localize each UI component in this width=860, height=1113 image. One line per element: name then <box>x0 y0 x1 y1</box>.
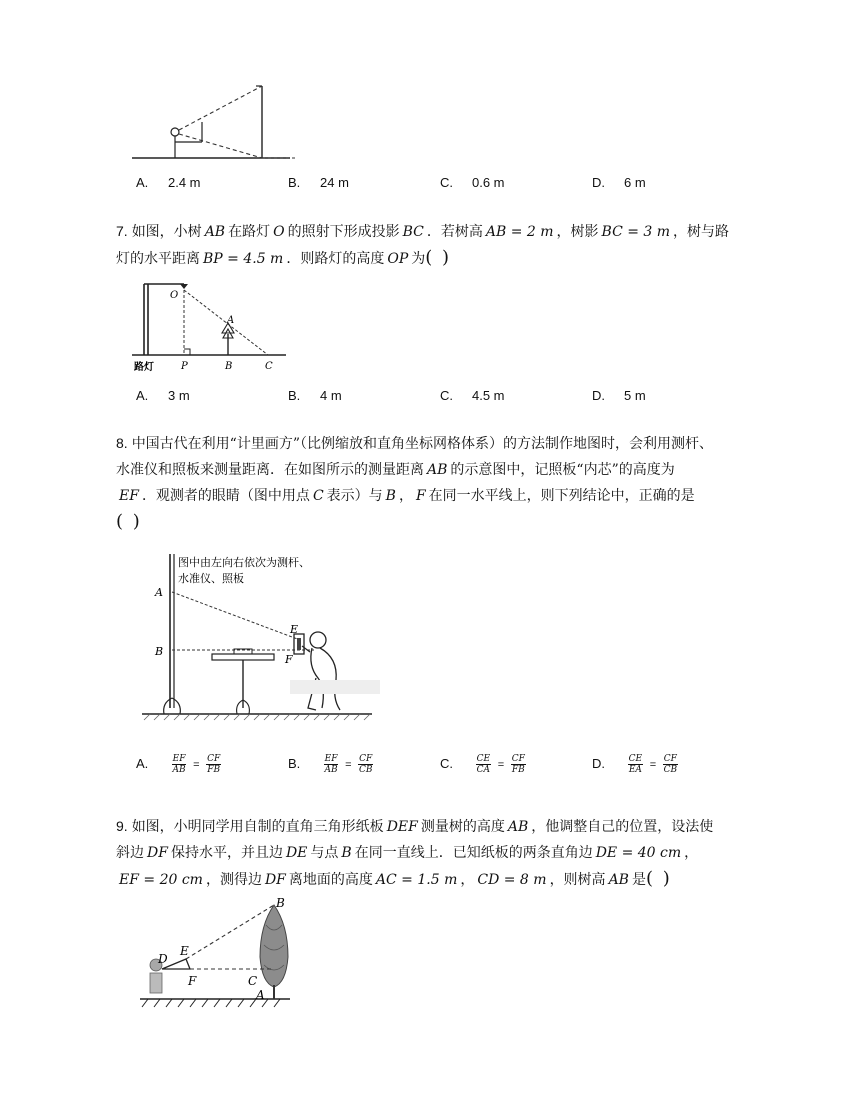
q7-line-2 <box>116 245 756 272</box>
q9-line-3 <box>116 866 756 893</box>
q6-options <box>136 175 756 197</box>
q8-line-4 <box>116 509 756 536</box>
q9-stem <box>116 813 756 893</box>
text-run: ， <box>460 872 475 888</box>
text-run: 离地面的高度 <box>288 872 373 888</box>
text-run: 中国古代在利用“计里画方”（比例缩放和直角坐标网格体系）的方法制作地图时，会利用测杆、 <box>131 436 713 452</box>
text-run: 斜边 <box>116 845 144 861</box>
text-run: ．则路灯的高度 <box>286 251 385 267</box>
text-run: ，树与路 <box>673 224 730 240</box>
math-term: O <box>273 224 285 240</box>
math-term: DEF <box>386 819 418 835</box>
q9-answer-paren[interactable]: ( ) <box>645 868 672 889</box>
q7-option-d[interactable]: D. 5 m <box>592 388 646 403</box>
math-term: BC <box>402 224 424 240</box>
text-run: ， <box>684 845 699 861</box>
q8-stem <box>116 430 756 536</box>
math-term: EF <box>119 488 139 504</box>
text-run: ．若树高 <box>426 224 483 240</box>
text-run: ，测得边 <box>205 872 262 888</box>
q7-answer-paren[interactable]: ( ) <box>425 247 452 268</box>
q7-label-p: P <box>181 361 188 372</box>
math-term: F <box>415 488 426 504</box>
q8-option-d[interactable]: D. $\frac{CE}{EA}$ = $\frac{CF}{CB}$ <box>592 754 678 775</box>
q8-option-b-rhs: $\frac{CF}{CB}$ <box>358 754 373 775</box>
text-run: 表示）与 <box>326 488 383 504</box>
math-term: BP = 4.5 m <box>203 251 284 267</box>
text-run: ，则树高 <box>549 872 606 888</box>
q8-option-d-rhs: $\frac{CF}{CB}$ <box>663 754 678 775</box>
q9-line-1 <box>116 813 756 840</box>
text-run: 与点 <box>310 845 339 861</box>
text-run: 在路灯 <box>228 224 271 240</box>
q7-option-c[interactable]: C. 4.5 m <box>440 388 505 403</box>
q9-label-c: C <box>248 974 258 988</box>
q9-label-e: E <box>180 944 189 958</box>
math-term: DE = 40 cm <box>595 845 682 861</box>
q9-label-a: A <box>256 988 265 1002</box>
text-run: ．观测者的眼睛（图中用点 <box>141 488 310 504</box>
q7-number: 7. <box>116 223 128 239</box>
q8-caption-2: 水准仪、照板 <box>178 572 244 585</box>
q7-stem <box>116 218 756 272</box>
q9-label-f: F <box>188 974 197 988</box>
q6-option-d[interactable]: D. 6 m <box>592 175 646 190</box>
text-run: 水准仪和照板来测量距离．在如图所示的测量距离 <box>116 462 424 478</box>
q6-option-c[interactable]: C. 0.6 m <box>440 175 505 190</box>
q8-line-2 <box>116 457 756 483</box>
q8-label-a: A <box>155 586 163 599</box>
text-run: 在同一直线上．已知纸板的两条直角边 <box>354 845 593 861</box>
q8-caption-1: 图中由左向右依次为测杆、 <box>178 556 310 569</box>
q9-figure <box>136 895 296 1013</box>
q9-line-2 <box>116 840 756 866</box>
q7-option-b[interactable]: B. 4 m <box>288 388 342 403</box>
text-run: 测量树的高度 <box>420 819 505 835</box>
math-term: AC = 1.5 m <box>375 872 458 888</box>
q8-option-b[interactable]: B. $\frac{EF}{AB}$ = $\frac{CF}{CB}$ <box>288 754 373 775</box>
text-run: 为 <box>411 251 426 267</box>
text-run: 的照射下形成投影 <box>287 224 400 240</box>
math-term: AB <box>427 462 448 478</box>
q7-options <box>136 388 756 410</box>
math-term: EF = 20 cm <box>119 872 203 888</box>
q8-label-f: F <box>285 653 293 666</box>
math-term: OP <box>387 251 409 267</box>
q8-options <box>136 754 756 782</box>
q8-option-c-rhs: $\frac{CF}{FB}$ <box>511 754 525 775</box>
math-term: CD = 8 m <box>477 872 547 888</box>
math-term: BC = 3 m <box>601 224 671 240</box>
q8-number: 8. <box>116 435 128 451</box>
q8-line-3 <box>116 483 756 509</box>
q7-label-lamp: 路灯 <box>134 362 154 373</box>
q8-option-d-lhs: $\frac{CE}{EA}$ <box>628 754 643 775</box>
math-term: AB <box>608 872 629 888</box>
q8-answer-paren[interactable]: ( ) <box>116 511 142 532</box>
math-term: AB <box>204 224 226 240</box>
math-term: DE <box>285 845 308 861</box>
q8-option-a[interactable]: A. $\frac{EF}{AB}$ = $\frac{CF}{FB}$ <box>136 754 221 775</box>
q9-label-d: D <box>158 952 168 966</box>
q8-option-a-lhs: $\frac{EF}{AB}$ <box>172 754 186 775</box>
q6-option-b[interactable]: B. 24 m <box>288 175 349 190</box>
q7-figure <box>128 278 290 374</box>
q7-label-o: O <box>170 290 179 301</box>
text-run: ， <box>398 488 413 504</box>
math-term: DF <box>264 872 286 888</box>
q7-label-a: A <box>227 315 235 326</box>
q7-line-1 <box>116 218 756 245</box>
math-term: DF <box>147 845 168 861</box>
text-run: 的示意图中，记照板“内芯”的高度为 <box>450 462 675 478</box>
q8-label-e: E <box>290 623 299 636</box>
math-term: AB = 2 m <box>485 224 554 240</box>
q8-option-b-lhs: $\frac{EF}{AB}$ <box>324 754 338 775</box>
q6-option-a[interactable]: A. 2.4 m <box>136 175 201 190</box>
q8-option-c[interactable]: C. $\frac{CE}{CA}$ = $\frac{CF}{FB}$ <box>440 754 525 775</box>
q8-option-c-lhs: $\frac{CE}{CA}$ <box>476 754 491 775</box>
q8-figure <box>140 548 385 728</box>
text-run: ，他调整自己的位置，设法使 <box>531 819 714 835</box>
text-run: 如图，小明同学用自制的直角三角形纸板 <box>131 819 384 835</box>
q9-number: 9. <box>116 818 128 834</box>
q7-label-b: B <box>225 361 233 372</box>
math-term: B <box>385 488 396 504</box>
q8-label-b: B <box>155 645 164 658</box>
q6-figure <box>130 82 300 164</box>
text-run: 如图，小树 <box>131 224 202 240</box>
text-run: ，树影 <box>556 224 599 240</box>
text-run: 灯的水平距离 <box>116 251 200 267</box>
q7-option-a[interactable]: A. 3 m <box>136 388 190 403</box>
q7-label-c: C <box>265 361 273 372</box>
math-term: B <box>341 845 352 861</box>
text-run: 保持水平，并且边 <box>170 845 283 861</box>
math-term: C <box>312 488 324 504</box>
math-term: AB <box>507 819 529 835</box>
text-run: 在同一水平线上，则下列结论中，正确的是 <box>428 488 695 504</box>
q8-option-a-rhs: $\frac{CF}{FB}$ <box>207 754 221 775</box>
q8-line-1 <box>116 430 756 457</box>
q9-label-b: B <box>276 896 285 910</box>
text-run: 是 <box>631 872 646 888</box>
